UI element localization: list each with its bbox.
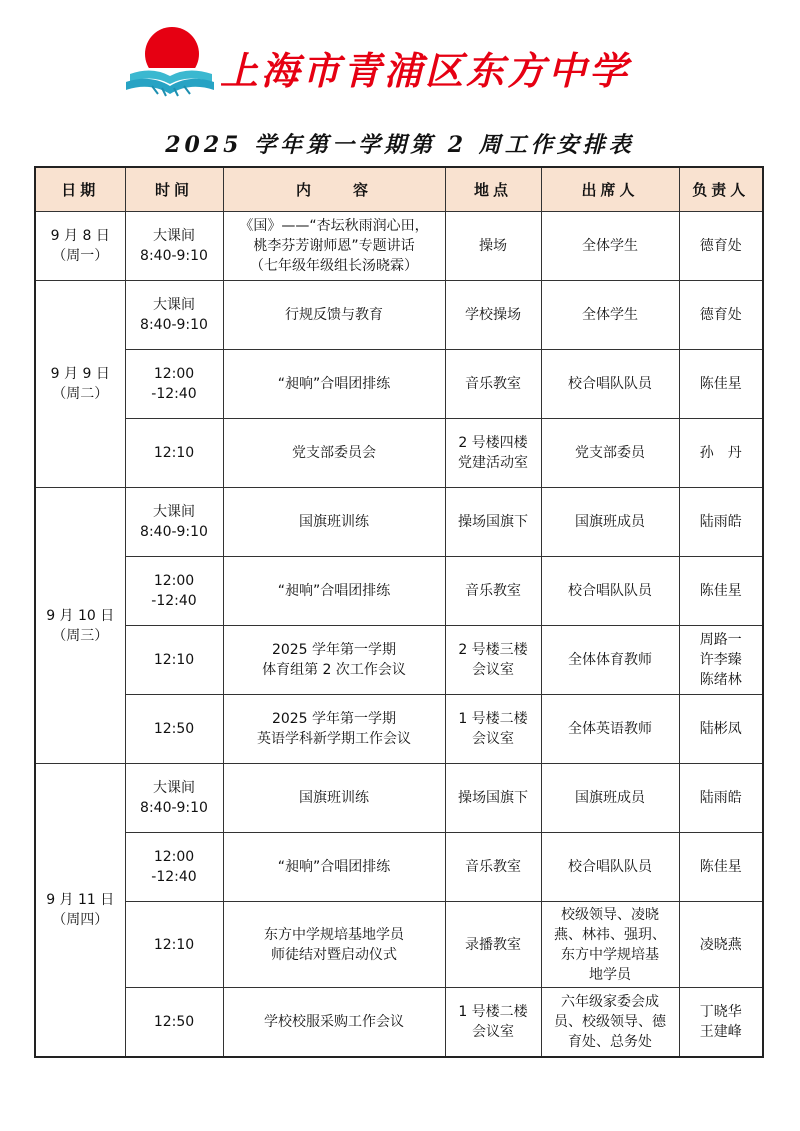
school-logo [122,24,218,100]
content-text: “昶响”合唱团排练 [277,583,391,599]
attendees-cell [541,695,679,764]
content-cell [223,350,445,419]
attendees-cell [541,350,679,419]
owner-text: 陈佳星 [699,583,742,599]
content-text: “昶响”合唱团排练 [277,376,391,392]
attendees-text: 国旗班成员 [575,790,645,806]
school-name: 上海市青浦区东方中学 [220,48,631,93]
time-cell [125,988,223,1057]
date-text: 9 月 9 日 （周二） [50,366,110,402]
place-cell [445,557,541,626]
owner-text: 陈佳星 [699,376,742,392]
date-cell [35,764,125,1057]
document-title: 2025 学年第一学期第 2 周工作安排表 [165,132,635,158]
content-cell [223,488,445,557]
attendees-cell [541,281,679,350]
place-text: 2 号楼四楼 党建活动室 [458,435,528,471]
content-cell [223,419,445,488]
place-text: 1 号楼二楼 会议室 [458,1003,528,1040]
time-cell [125,902,223,988]
attendees-cell [541,764,679,833]
time-cell [125,281,223,350]
owner-cell [679,764,763,833]
table-row [35,764,763,833]
place-cell [445,626,541,695]
date-text: 9 月 11 日 （周四） [46,891,115,928]
content-text: 学校校服采购工作会议 [264,1013,404,1030]
content-cell [223,695,445,764]
time-cell [125,212,223,281]
content-text: 2025 学年第一学期 体育组第 2 次工作会议 [262,642,406,678]
place-text: 2 号楼三楼 会议室 [458,642,528,678]
attendees-text: 全体学生 [582,307,638,323]
time-cell [125,695,223,764]
owner-text: 凌晓燕 [699,936,742,953]
content-text: 党支部委员会 [292,445,376,461]
time-text: 12:10 [153,652,195,668]
attendees-text: 全体学生 [582,238,638,254]
place-cell [445,419,541,488]
content-cell [223,212,445,281]
table-row [35,695,763,764]
content-cell [223,764,445,833]
time-cell [125,626,223,695]
table-row [35,488,763,557]
content-text: 行规反馈与教育 [285,307,383,323]
attendees-cell [541,988,679,1057]
owner-cell [679,281,763,350]
time-text: 大课间 8:40-9:10 [140,504,208,540]
header-place: 地点 [445,167,541,212]
header-time: 时间 [125,167,223,212]
place-cell [445,350,541,419]
table-row [35,988,763,1057]
time-cell [125,764,223,833]
attendees-cell [541,419,679,488]
place-text: 操场 [479,238,507,254]
attendees-text: 党支部委员 [575,445,645,461]
place-text: 音乐教室 [465,859,521,875]
table-row [35,902,763,988]
content-cell [223,281,445,350]
time-text: 12:50 [153,1013,195,1030]
content-cell [223,902,445,988]
attendees-text: 校级领导、凌晓 燕、林祎、强玥、 东方中学规培基 地学员 [554,906,666,983]
place-text: 音乐教室 [465,583,521,599]
time-cell [125,488,223,557]
place-cell [445,488,541,557]
date-text: 9 月 10 日 （周三） [46,607,115,644]
table-row [35,626,763,695]
place-cell [445,281,541,350]
place-text: 操场国旗下 [458,514,528,530]
time-cell [125,419,223,488]
owner-text: 孙 丹 [699,445,742,461]
attendees-text: 国旗班成员 [575,514,645,530]
schedule-table [34,166,764,1058]
table-row [35,350,763,419]
table-row [35,557,763,626]
attendees-text: 全体英语教师 [568,721,652,737]
owner-cell [679,212,763,281]
time-cell [125,350,223,419]
place-cell [445,833,541,902]
header-owner: 负责人 [679,167,763,212]
content-text: 《国》——“杏坛秋雨润心田， 桃李芬芳谢师恩”专题讲话 （七年级年级组长汤晓霖） [239,218,429,274]
content-text: 2025 学年第一学期 英语学科新学期工作会议 [257,711,411,747]
time-text: 大课间 8:40-9:10 [140,297,208,333]
time-text: 12:10 [153,936,195,953]
content-cell [223,626,445,695]
owner-text: 周路一 许李臻 陈绪林 [699,632,742,688]
content-text: “昶响”合唱团排练 [277,859,391,875]
attendees-text: 校合唱队队员 [568,859,652,875]
date-cell [35,281,125,488]
owner-cell [679,350,763,419]
content-text: 国旗班训练 [299,790,369,806]
owner-text: 陈佳星 [699,859,742,875]
place-cell [445,695,541,764]
time-text: 大课间 8:40-9:10 [140,228,208,264]
header-attendees: 出席人 [541,167,679,212]
owner-cell [679,557,763,626]
attendees-cell [541,833,679,902]
place-cell [445,764,541,833]
place-cell [445,988,541,1057]
date-text: 9 月 8 日 （周一） [50,228,110,264]
time-text: 12:00 -12:40 [151,849,197,885]
place-text: 1 号楼二楼 会议室 [458,711,528,747]
time-text: 12:00 -12:40 [151,573,197,609]
date-cell [35,212,125,281]
content-cell [223,833,445,902]
place-text: 录播教室 [465,936,521,953]
owner-cell [679,988,763,1057]
content-text: 国旗班训练 [299,514,369,530]
owner-cell [679,626,763,695]
time-cell [125,833,223,902]
attendees-text: 校合唱队队员 [568,376,652,392]
owner-text: 德育处 [699,238,742,254]
time-text: 12:50 [153,721,195,737]
owner-cell [679,833,763,902]
place-cell [445,902,541,988]
place-text: 音乐教室 [465,376,521,392]
attendees-cell [541,557,679,626]
table-header-row [35,167,763,212]
header-date: 日期 [35,167,125,212]
attendees-cell [541,902,679,988]
attendees-cell [541,626,679,695]
owner-text: 陆雨皓 [699,790,742,806]
owner-text: 丁晓华 王建峰 [699,1003,742,1040]
place-text: 操场国旗下 [458,790,528,806]
content-cell [223,988,445,1057]
date-cell [35,488,125,764]
owner-text: 陆雨皓 [699,514,742,530]
table-row [35,419,763,488]
table-row [35,833,763,902]
owner-cell [679,419,763,488]
header-content: 内 容 [223,167,445,212]
place-text: 学校操场 [465,307,521,323]
content-cell [223,557,445,626]
owner-cell [679,902,763,988]
table-row [35,281,763,350]
time-text: 12:10 [153,445,195,461]
attendees-text: 六年级家委会成 员、校级领导、德 育处、总务处 [554,993,666,1050]
content-text: 东方中学规培基地学员 师徒结对暨启动仪式 [264,926,404,963]
time-text: 大课间 8:40-9:10 [140,780,208,816]
attendees-cell [541,488,679,557]
owner-cell [679,488,763,557]
attendees-text: 校合唱队队员 [568,583,652,599]
owner-cell [679,695,763,764]
table-row [35,212,763,281]
time-text: 12:00 -12:40 [151,366,197,402]
place-cell [445,212,541,281]
owner-text: 陆彬凤 [699,721,742,737]
time-cell [125,557,223,626]
owner-text: 德育处 [699,307,742,323]
attendees-text: 全体体育教师 [568,652,652,668]
attendees-cell [541,212,679,281]
schedule-body [35,212,763,1057]
